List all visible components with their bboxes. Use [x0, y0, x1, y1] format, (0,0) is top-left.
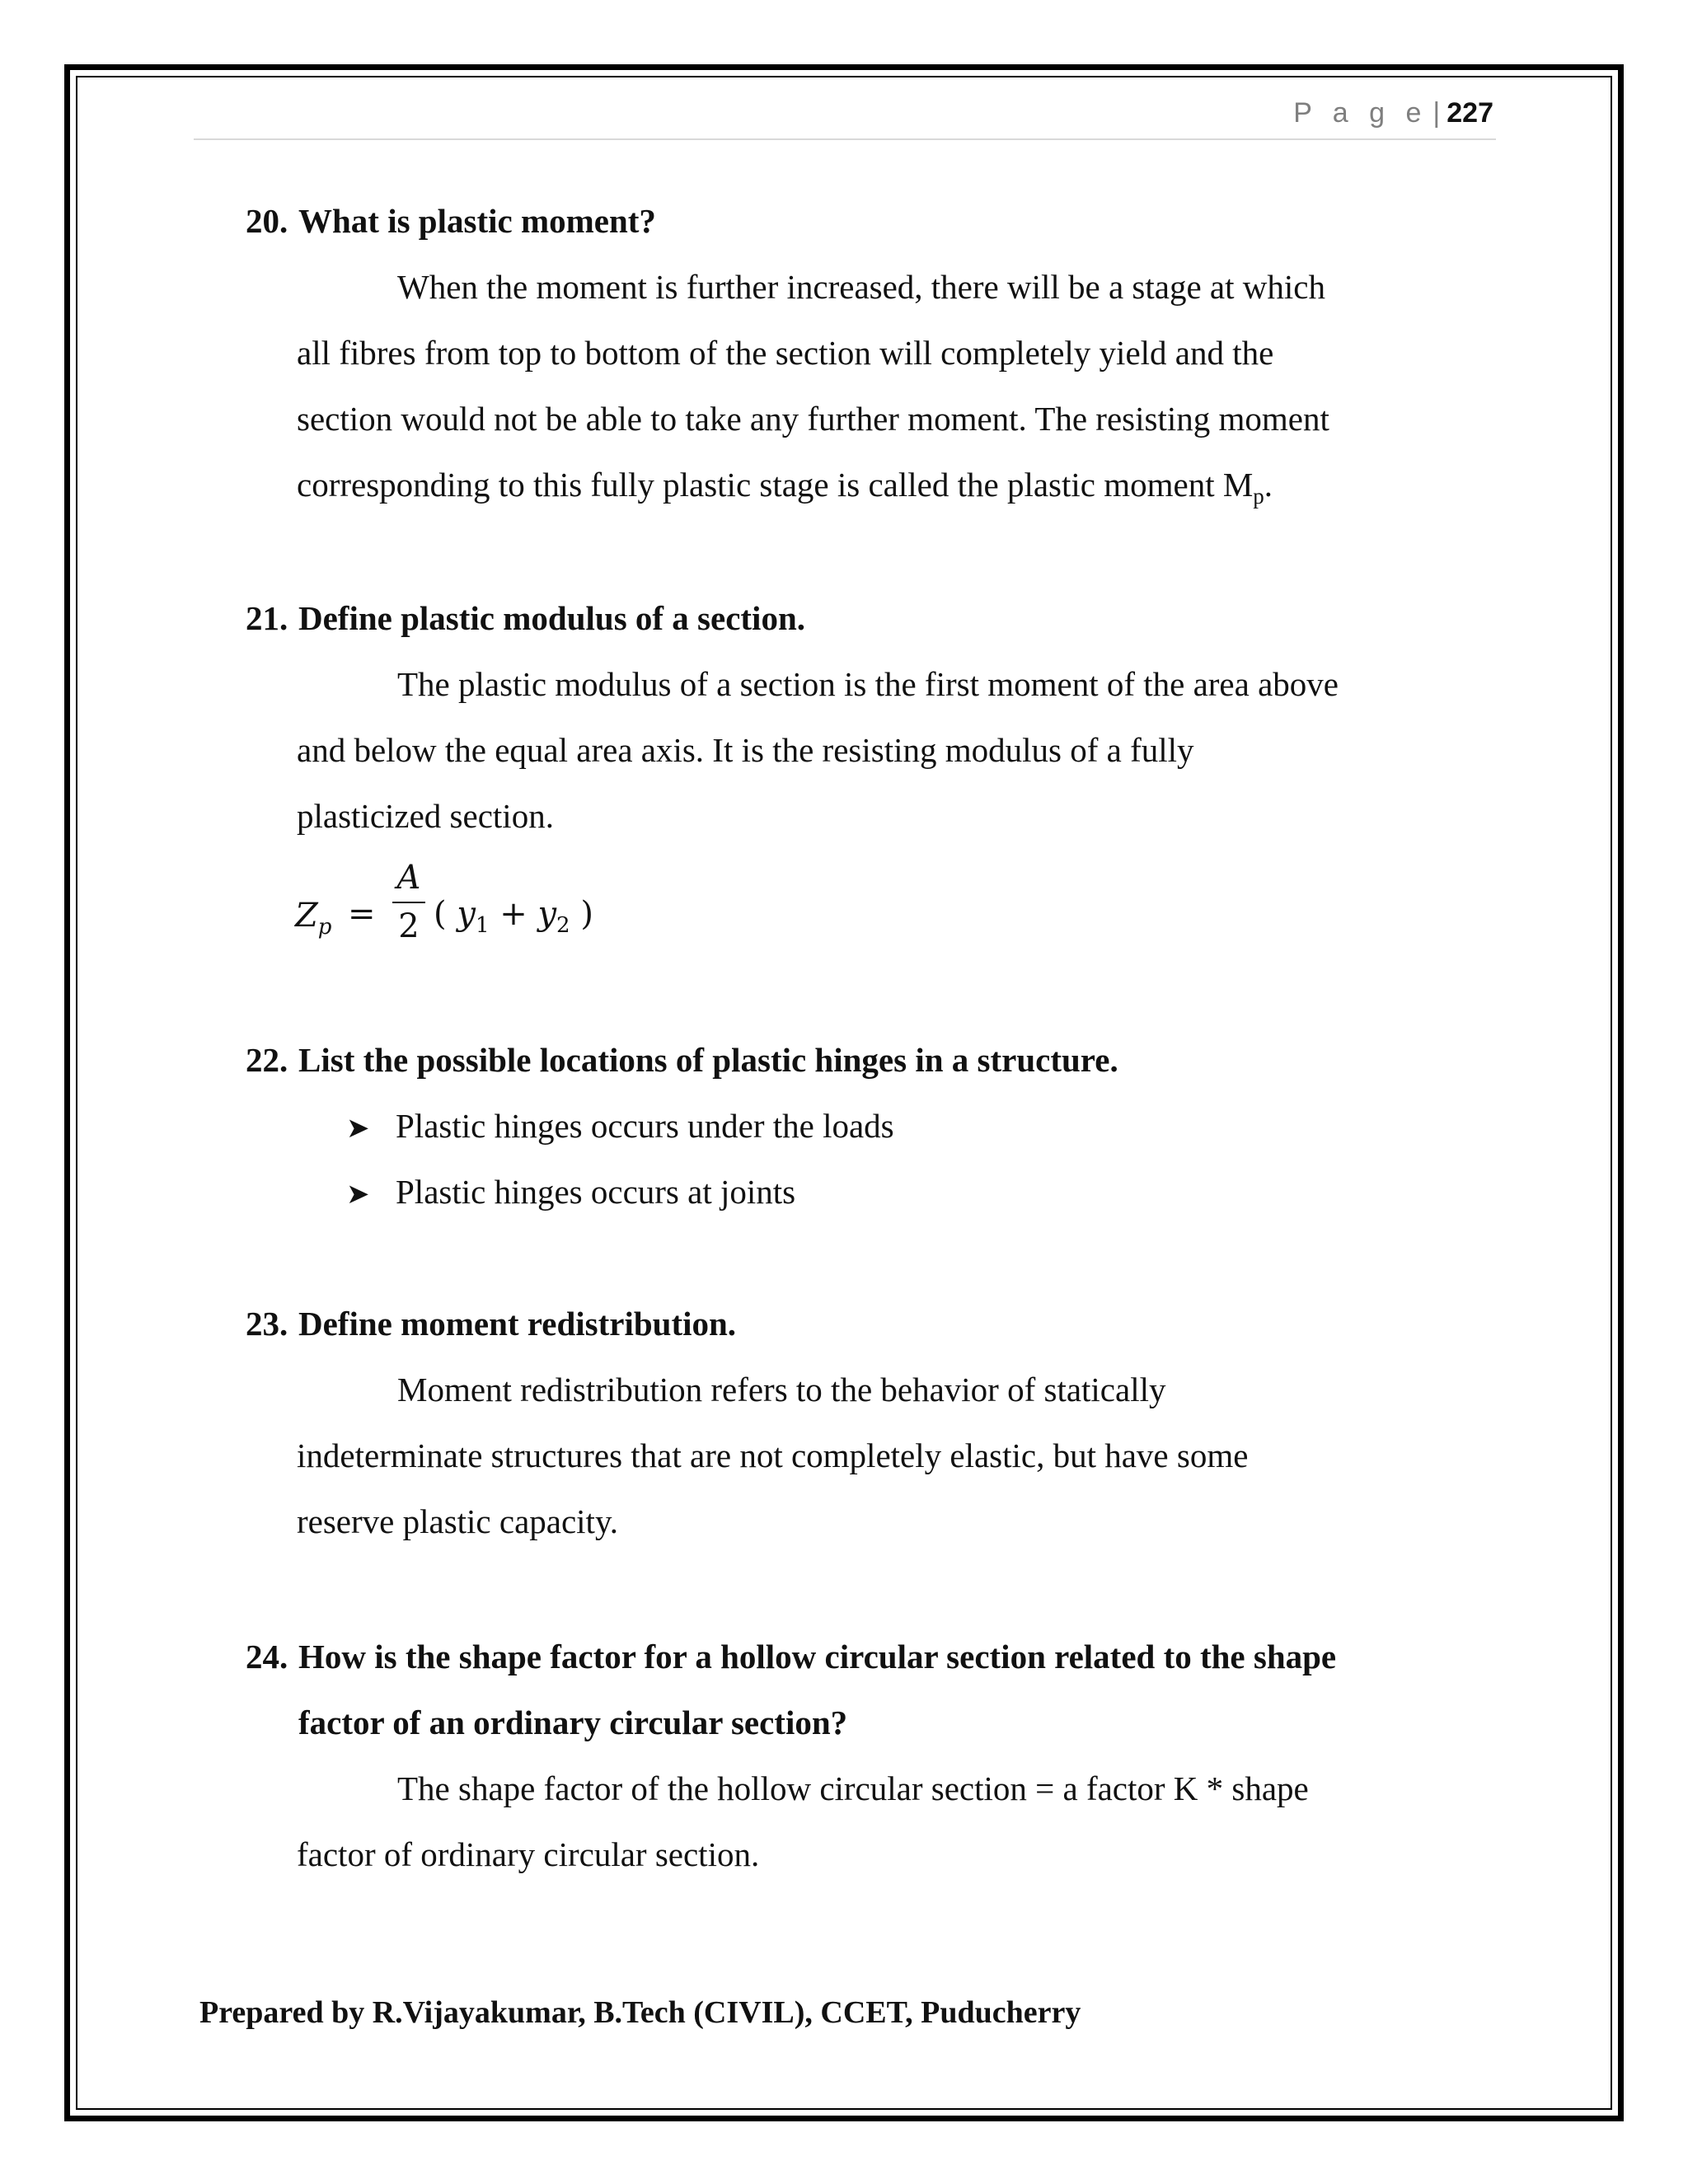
arrowhead-bullet-icon: ➤: [346, 1112, 370, 1145]
list-item: [346, 1093, 894, 1161]
answer-20-line-3: section would not be able to take any further moment. The resisting moment: [297, 400, 1329, 438]
answer-23-line-3: reserve plastic capacity.: [297, 1502, 619, 1540]
arrowhead-bullet-icon: ➤: [346, 1178, 370, 1211]
question-22-heading: [246, 1027, 1118, 1093]
answer-21-line-1: The plastic modulus of a section is the first moment of the area above: [397, 665, 1339, 703]
question-number: 24.: [246, 1638, 288, 1675]
question-title: Define plastic modulus of a section.: [298, 599, 805, 637]
answer-23-line-1: Moment redistribution refers to the behavior of statically: [397, 1371, 1166, 1408]
question-21-heading: [246, 585, 805, 651]
formula-numerator: A: [396, 859, 421, 897]
question-number: 21.: [246, 599, 288, 637]
answer-20-line-4-text: corresponding to this fully plastic stage is called the plastic moment M: [297, 466, 1254, 504]
formula-equals: =: [348, 895, 376, 933]
list-item-text: Plastic hinges occurs at joints: [396, 1173, 796, 1211]
page-label: P a g e: [1293, 97, 1428, 129]
list-item: [346, 1159, 795, 1227]
answer-24-line-2: factor of ordinary circular section.: [297, 1835, 760, 1873]
formula-fraction: [392, 857, 425, 946]
fraction-bar: [392, 902, 425, 903]
answer-20-period: .: [1264, 466, 1273, 504]
page-number: 227: [1447, 97, 1493, 129]
question-number: 23.: [246, 1305, 288, 1343]
page-footer: Prepared by R.Vijayakumar, B.Tech (CIVIL), CCET, Puducherry: [199, 1995, 1081, 2030]
page-separator: |: [1432, 97, 1441, 129]
question-23-heading: [246, 1291, 736, 1357]
formula-lhs: $Z_p$: [295, 897, 332, 940]
answer-21-line-3: plasticized section.: [297, 797, 554, 835]
question-title: How is the shape factor for a hollow circular section related to the shape: [298, 1638, 1337, 1675]
question-20-heading: [246, 188, 656, 254]
header-rule: [194, 138, 1496, 140]
list-item-text: Plastic hinges occurs under the loads: [396, 1107, 894, 1145]
formula-denominator: 2: [398, 907, 420, 945]
formula-rhs: ( $y_1 + y_2$ ): [434, 895, 593, 938]
answer-23-line-2: indeterminate structures that are not completely elastic, but have some: [297, 1436, 1249, 1474]
question-24-heading-line-2: factor of an ordinary circular section?: [298, 1704, 848, 1741]
question-title: List the possible locations of plastic hinges in a structure.: [298, 1041, 1118, 1079]
answer-20-line-4: [297, 452, 1273, 530]
answer-20-line-1: When the moment is further increased, there will be a stage at which: [397, 268, 1325, 306]
page-header: [1154, 97, 1493, 129]
plastic-modulus-formula: [295, 857, 625, 964]
question-title: What is plastic moment?: [298, 202, 656, 240]
answer-20-line-2: all fibres from top to bottom of the section will completely yield and the: [297, 334, 1274, 372]
question-title: Define moment redistribution.: [298, 1305, 737, 1343]
question-number: 20.: [246, 202, 288, 240]
answer-24-line-1: The shape factor of the hollow circular section = a factor K * shape: [397, 1769, 1309, 1807]
answer-21-line-2: and below the equal area axis. It is the resisting modulus of a fully: [297, 731, 1194, 769]
question-24-heading-line-1: [246, 1624, 1336, 1690]
question-number: 22.: [246, 1041, 288, 1079]
answer-20-subscript: p: [1253, 484, 1264, 509]
